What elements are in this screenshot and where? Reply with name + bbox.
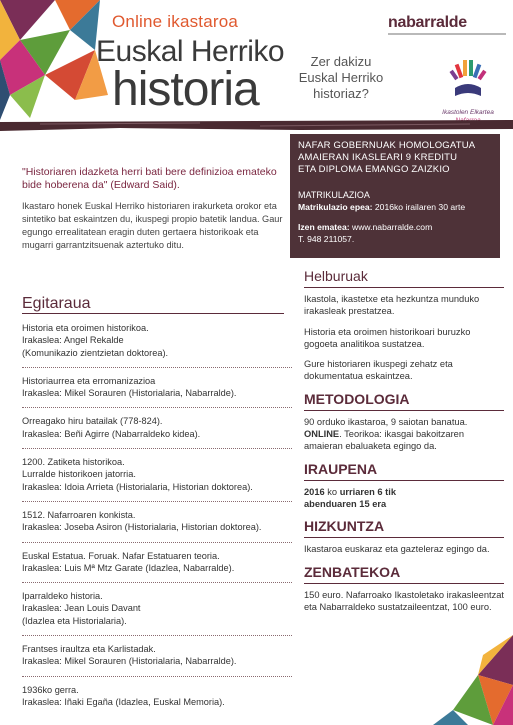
registration-deadline: Matrikulazio epea: 2016ko irailaren 30 arte [298, 202, 466, 212]
registration-info-box [290, 134, 500, 258]
program-title-rule [22, 313, 284, 314]
program-item: 1936ko gerra. Irakaslea: Iñaki Egaña (Idazlea, Euskal Memoria). [22, 684, 225, 707]
program-item: Historia eta oroimen historikoa. Irakaslea: Angel Rekalde (Komunikazio zientzietan doktorea). [22, 322, 292, 368]
program-item: Euskal Estatua. Foruak. Nafar Estatuaren teoria. Irakaslea: Luis Mª Mtz Garate (Idazlea, Nabarralde). [22, 550, 292, 584]
objective-item: Ikastola, ikastetxe eta hezkuntza munduko irakasleak prestatzea. [304, 294, 480, 317]
program-item: Historiaurrea eta erromanizazioa Irakaslea: Mikel Sorauren (Historialaria, Nabarralde). [22, 375, 292, 409]
program-item: Frantses iraultza eta Karlistadak. Irakaslea: Mikel Sorauren (Historialaria, Nabarralde). [22, 643, 292, 677]
duration-title: IRAUPENA [304, 461, 504, 481]
objectives-title: Helburuak [304, 268, 504, 288]
quote: "Historiaren idazketa herri bati bere definizioa emateko bide hoberena da" (Edward Said). [22, 166, 277, 191]
question-text: Zer dakizu Euskal Herriko historiaz? [298, 54, 384, 101]
registration-website: Izen ematea: www.nabarralde.com [298, 222, 433, 232]
price-title: ZENBATEKOA [304, 564, 504, 584]
methodology-text: 90 orduko ikastaroa, 9 saiotan banatua. ONLINE. Teorikoa: ikasgai bakoitzaren amaieran ebaluaketa egingo da. [304, 416, 468, 452]
ikastolen-tree-icon [447, 58, 489, 104]
title-line-1: Euskal Herriko [96, 35, 285, 68]
ikastolen-elkartea-logo: Ikastolen Elkartea [438, 58, 498, 130]
registration-phone: T. 948 211057. [298, 234, 355, 244]
course-type: Online ikastaroa [112, 12, 239, 31]
nabarralde-logo: nabarralde [388, 14, 506, 40]
intro-paragraph: Ikastaro honek Euskal Herriko historiaren irakurketa orokor eta sintetiko bat eskaintzen du, ikuspegi propio batetik landua. Gaur egungo errealitatean eragin duten gertaera historikoak eta mugarri garrantzitsuenak aztertuko ditu. [22, 201, 283, 250]
language-title: HIZKUNTZA [304, 518, 504, 538]
objective-item: Gure historiaren ikuspegi zehatz eta dokumentatua eskaintzea. [304, 359, 453, 382]
program-list [22, 322, 292, 723]
right-column [304, 268, 504, 621]
program-item: 1200. Zatiketa historikoa. Lurralde historikoen jatorria. Irakaslea: Idoia Arrieta (Historialaria, Historian doktorea). [22, 456, 292, 502]
methodology-title: METODOLOGIA [304, 391, 504, 411]
brush-stroke-divider [0, 118, 513, 132]
program-item: 1512. Nafarroaren konkista. Irakaslea: Joseba Asiron (Historialaria, Historian doktorea). [22, 509, 292, 543]
price-text: 150 euro. Nafarroako Ikastoletako irakasleentzat eta Nabarraldeko sustatzaileentzat, 100 euro. [304, 589, 504, 612]
program-item: Iparraldeko historia. Irakaslea: Jean Louis Davant (Idazlea eta Historialaria). [22, 590, 292, 636]
program-title: Egitaraua [22, 295, 91, 312]
language-text: Ikastaroa euskaraz eta gazteleraz egingo da. [304, 544, 490, 555]
objective-item: Historia eta oroimen historikoari buruzko gogoeta analitikoa sustatzea. [304, 326, 471, 349]
title-line-2: historia [112, 63, 259, 116]
duration-text: 2016 ko urriaren 6 tik abenduaren 15 era [304, 486, 397, 509]
registration-heading: MATRIKULAZIOA [298, 190, 370, 200]
homologation-headline: NAFAR GOBERNUAK HOMOLOGATUA AMAIERAN IKASLEARI 9 KREDITU ETA DIPLOMA EMANGO ZAIZKIO [298, 140, 476, 175]
geometric-art-top-left [0, 0, 110, 120]
program-item: Orreagako hiru batailak (778-824). Irakaslea: Beñi Agirre (Nabarraldeko kidea). [22, 415, 292, 449]
geometric-art-bottom-right [423, 615, 513, 725]
